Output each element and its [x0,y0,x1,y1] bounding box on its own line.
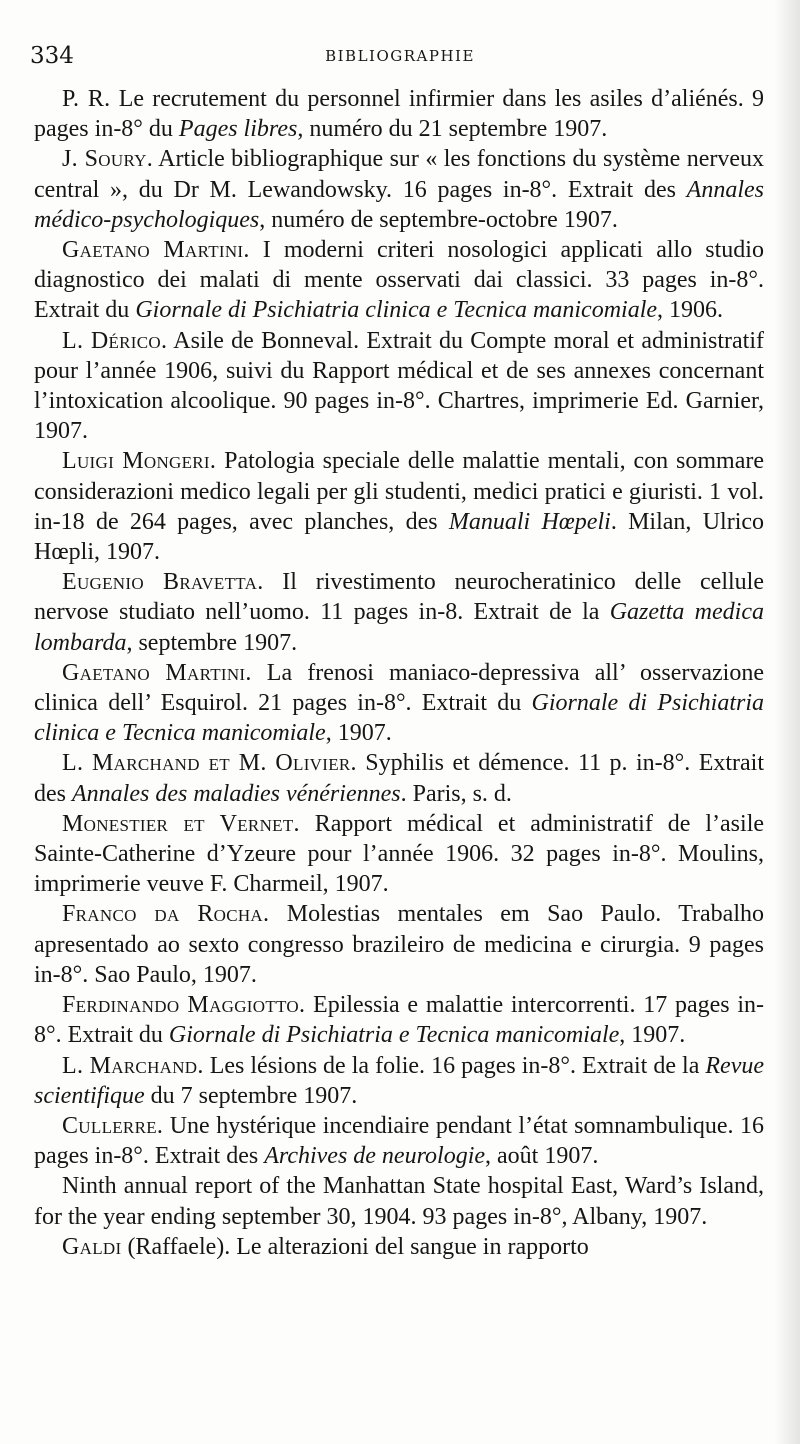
entry-source: Giornale di Psichiatria clinica e Tecnica manicomiale [135,297,658,324]
entry-source: Revue scientifique [34,1052,764,1109]
entry-text: I moderni criteri nosologici applicati allo studio diagnostico dei malati di mente osservati dai classici. 33 pages in-8°. Extrait du [34,237,764,324]
entry-author: Ferdinando Maggiotto. [62,992,306,1019]
entry-author: L. Marchand. [62,1052,204,1079]
entry-source: Pages libres [178,116,298,143]
entry-source: Annales des maladies vénériennes [72,780,401,807]
entry-tail: , septembre 1907. [126,629,298,656]
entry-text: Il rivestimento neurocheratinico delle cellule nervose studiato nell’uomo. 11 pages in-8. Extrait de la [34,569,764,626]
entry-source: Giornale di Psichiatria clinica e Tecnica manicomiale [34,690,764,747]
entry-text: Ninth annual report of the Manhattan State hospital East, Ward’s Island, for the year ending september 30, 1904. 93 pages in-8°, Albany, 1907. [34,1173,764,1230]
bibliography-entry [34,84,764,144]
bibliography-entry [34,899,764,990]
bibliography-entry [34,567,764,658]
entry-text: Asile de Bonneval. Extrait du Compte moral et administratif pour l’année 1906, suivi du Rapport médical et de ses annexes concernant l’intoxication alcoolique. 90 pages in-8°. Chartres, imprimerie Ed. Garnier, 1907. [34,327,764,445]
page-number: 334 [30,43,74,69]
entry-tail: , numéro du 21 septembre 1907. [297,116,608,143]
bibliography-entry [34,990,764,1050]
running-title: BIBLIOGRAPHIE [325,47,475,65]
entry-tail: , 1906. [657,297,724,324]
entry-tail: , 1907. [325,720,392,747]
bibliography-entry [34,235,764,326]
entry-text: Molestias mentales em Sao Paulo. Trabalho apresentado ao sexto congresso brazileiro de medicina e cirurgia. 9 pages in-8°. Sao Paulo, 1907. [34,901,764,988]
entry-tail: , août 1907. [485,1143,599,1170]
entry-text: (Raffaele). Le alterazioni del sangue in rapporto [121,1233,589,1260]
entry-tail: . Milan, Ulrico Hœpli, 1907. [34,508,765,566]
bibliography-entry [34,748,764,808]
entry-tail: . Paris, s. d. [400,780,512,807]
entry-author: L. Dérico. [62,327,168,354]
entry-text: Le recrutement du personnel infirmier dans les asiles d’aliénés. 9 pages in-8° du [34,86,764,143]
entry-author: Gaetano Martini. [62,237,250,264]
entry-source: Giornale di Psichiatria e Tecnica manicomiale [168,1022,620,1049]
entry-text: Une hystérique incendiaire pendant l’état somnambulique. 16 pages in-8°. Extrait des [34,1112,764,1170]
entry-text: Epilessia e malattie intercorrenti. 17 pages in-8°. Extrait du [34,992,764,1049]
bibliography-entry [34,446,764,567]
entry-author: Cullerre. [62,1112,164,1139]
entry-author: Gaetano Martini. [62,659,252,686]
bibliography-entry [34,144,764,235]
entry-text: Patologia speciale delle malattie mentali, con sommare considerazioni medico legali per gli studenti, medici pratici e giuristi. 1 vol. in-18 de 264 pages, avec planches, des [34,448,764,535]
bibliography-entry [34,1232,764,1262]
bibliography-entry [34,1051,764,1111]
entry-tail: , numéro de septembre-octobre 1907. [259,206,618,233]
entry-tail: , 1907. [619,1022,686,1049]
entry-source: Gazetta medica lombarda [34,599,764,656]
running-header [30,38,770,74]
entry-text: La frenosi maniaco-depressiva all’ osservazione clinica dell’ Esquirol. 21 pages in-8°. Extrait du [34,659,764,717]
entry-author: Eugenio Bravetta. [62,569,264,596]
entry-author: P. R. [62,86,111,112]
page-gutter-shadow [774,0,800,1444]
bibliography-entry [34,809,764,900]
entry-author: Galdi [62,1233,122,1260]
entry-author: Luigi Mongeri. [62,448,217,475]
entry-text: Les lésions de la folie. 16 pages in-8°. Extrait de la [203,1052,706,1079]
entry-source: Archives de neurologie [264,1143,486,1170]
bibliography-entry [34,1111,764,1171]
bibliography-entry [34,326,764,447]
entry-author: J. Soury. [62,146,154,173]
entry-source: Annales médico-psychologiques [34,176,764,233]
bibliography-list [34,84,764,1262]
entry-text: Article bibliographique sur « les fonctions du système nerveux central », du Dr M. Lewandowsky. 16 pages in-8°. Extrait des [34,146,764,203]
entry-author: Monestier et Vernet. [62,810,300,837]
entry-text: Rapport médical et administratif de l’asile Sainte-Catherine d’Yzeure pour l’année 1906. 32 pages in-8°. Moulins, imprimerie veuve F. Charmeil, 1907. [34,810,765,898]
entry-tail: du 7 septembre 1907. [144,1082,358,1109]
entry-source: Manuali Hœpeli [448,508,611,535]
entry-text: Syphilis et démence. 11 p. in-8°. Extrait des [34,750,765,807]
bibliography-entry [34,658,764,749]
entry-author: L. Marchand et M. Olivier. [62,750,357,777]
bibliography-entry [34,1171,764,1231]
entry-author: Franco da Rocha. [62,901,270,928]
